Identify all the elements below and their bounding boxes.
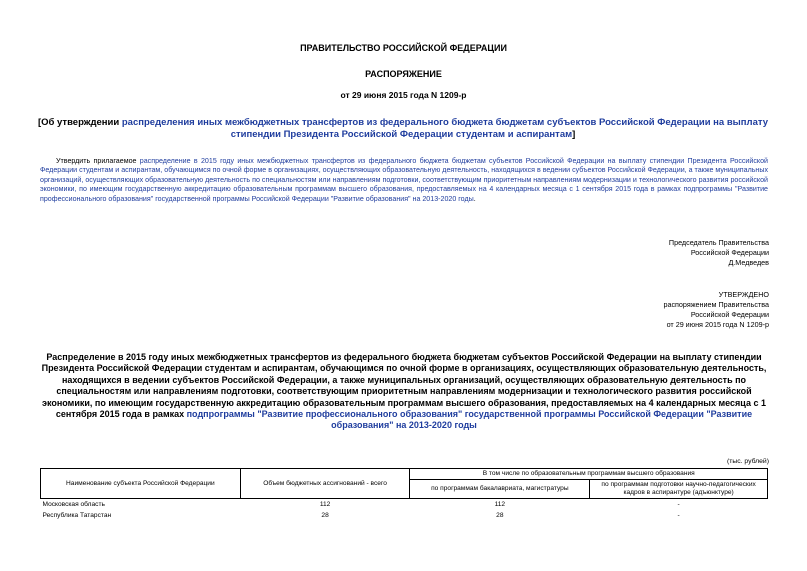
approval-line-1: УТВЕРЖДЕНО — [718, 290, 769, 299]
header-including: В том числе по образовательным программам высшего образования — [410, 469, 768, 480]
signature-line-2: Российской Федерации — [690, 248, 769, 257]
approval-block — [663, 290, 769, 330]
row-subject-name: Московская область — [42, 501, 105, 508]
row-total: 28 — [321, 512, 329, 519]
approval-line-2: распоряжением Правительства — [663, 300, 769, 309]
distribution-title — [40, 352, 768, 432]
approval-line-3: Российской Федерации — [690, 310, 769, 319]
row-postgrad: - — [677, 512, 680, 519]
signature-line-1: Председатель Правительства — [668, 238, 769, 247]
document-type-heading: РАСПОРЯЖЕНИЕ — [365, 69, 442, 79]
header-postgrad: по программам подготовки научно-педагогических кадров в аспирантуре (адъюнктуре) — [590, 480, 768, 499]
header-total: Объем бюджетных ассигнований - всего — [240, 469, 410, 499]
row-bachelor: 112 — [494, 501, 506, 508]
table-unit: (тыс. рублей) — [726, 458, 769, 465]
subprogram-link[interactable]: подпрограммы "Развитие профессионального образования" государственной программы Российской Федерации "Развитие образования" на 2013-2020 годы — [186, 409, 753, 431]
document-date-number: от 29 июня 2015 года N 1209-р — [340, 90, 467, 100]
signature-block — [669, 238, 769, 268]
body-text-start: Утвердить прилагаемое — [56, 157, 140, 165]
distribution-link[interactable]: распределение в 2015 году иных межбюджетных трансфертов из федерального бюджета бюджетам субъектов Российской Федерации на выплату стипендии Президента Российской Федерации студентам и аспирантам, обучающимся по очной форме в организациях, осуществляющих образовательную деятельность, находящихся в ведении субъектов Российской Федерации, а также муниципальных организаций, осуществляющих образовательную деятельность по специальностям или направлениям подготовки, соответствующим приоритетным направлениям модернизации и технологического развития российской экономики, по имеющим государственную аккредитацию образовательным программам высшего образования, предоставляемых на 4 календарных месяца с 1 сентября 2015 года в рамках подпрограммы "Развитие профессионального образования" государственной программы Российской Федерации "Развитие образования" на 2013-2020 годы — [40, 157, 768, 203]
document-title — [30, 117, 776, 141]
distribution-table — [40, 468, 768, 521]
table-row — [41, 499, 768, 511]
header-bachelor: по программам бакалавриата, магистратуры — [410, 480, 590, 499]
row-bachelor: 28 — [496, 512, 504, 519]
table-row — [41, 510, 768, 521]
row-total: 112 — [319, 501, 331, 508]
row-subject-name: Республика Татарстан — [42, 512, 112, 519]
title-prefix: [Об утверждении — [37, 117, 122, 128]
approval-line-4: от 29 июня 2015 года N 1209-р — [666, 320, 769, 329]
header-subject: Наименование субъекта Российской Федерации — [41, 469, 241, 499]
signature-name: Д.Медведев — [728, 258, 769, 267]
government-heading: ПРАВИТЕЛЬСТВО РОССИЙСКОЙ ФЕДЕРАЦИИ — [300, 43, 507, 53]
body-text-end: . — [473, 194, 476, 203]
row-postgrad: - — [677, 501, 680, 508]
distribution-title-text: Распределение в 2015 году иных межбюджетных трансфертов из федерального бюджета бюджетам субъектов Российской Федерации на выплату стипендии Президента Российской Федерации студентам и аспирантам, обучающимся по очной форме в организациях, осуществляющих образовательную деятельность, находящихся в ведении субъектов Российской Федерации, а также муниципальных организаций, осуществляющих образовательную деятельность по специальностям или направлениям подготовки, соответствующим приоритетным направлениям модернизации и технологического развития российской экономики, по имеющим государственную аккредитацию образовательным программам высшего образования, предоставляемых на 4 календарных месяца с 1 сентября 2015 года в рамках — [41, 352, 767, 420]
title-link[interactable]: распределения иных межбюджетных трансфертов из федерального бюджета бюджетам субъектов Российской Федерации на выплату стипендии Президента Российской Федерации студентам и аспирантам — [121, 117, 769, 140]
body-paragraph — [40, 157, 768, 204]
title-suffix: ] — [572, 129, 576, 140]
